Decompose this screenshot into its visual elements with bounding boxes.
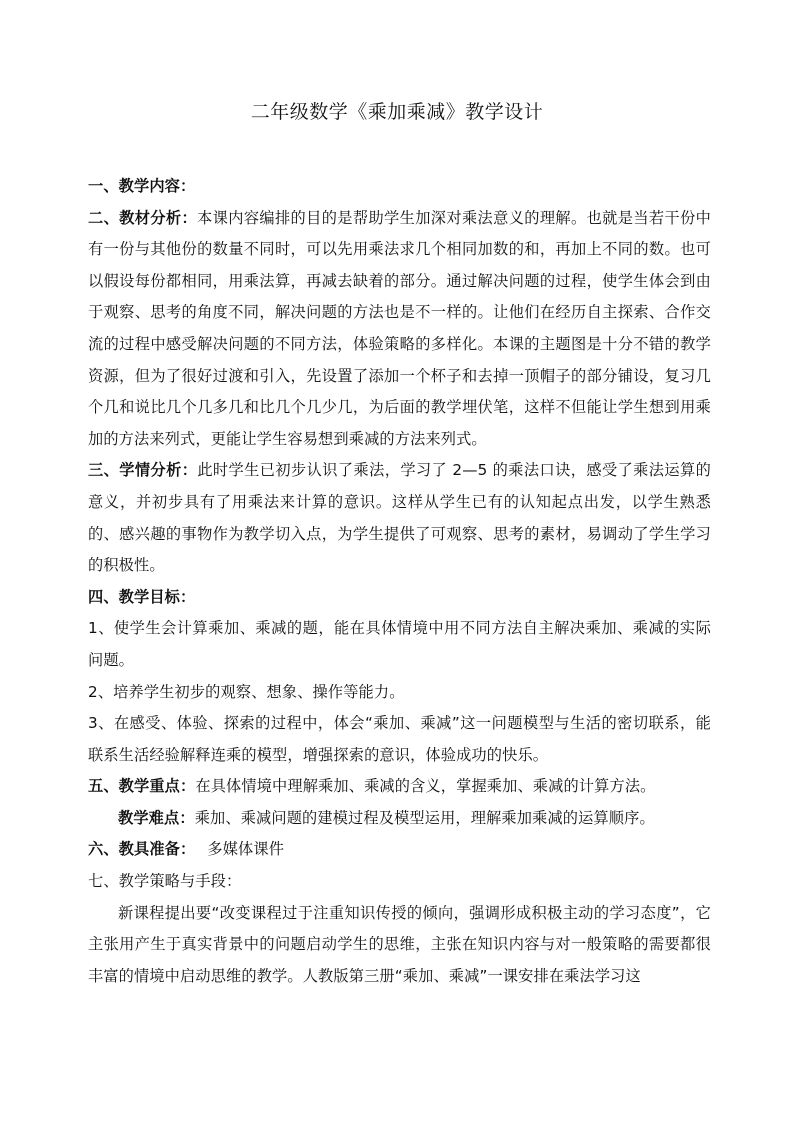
section-content	[88, 171, 711, 203]
section-goals	[88, 582, 711, 614]
section-strategy	[88, 866, 711, 898]
section-text: 在具体情境中理解乘加、乘减的含义，掌握乘加、乘减的计算方法。	[195, 777, 656, 796]
strategy-text: 新课程提出要“改变课程过于注重知识传授的倾向，强调形成积极主动的学习态度”，它主张用产生于真实背景中的问题启动学生的思维，主张在知识内容与对一般策略的需要都很丰富的情境中启动思维的教学。人教版第三册“乘加、乘减”一课安排在乘法学习这	[88, 903, 711, 985]
section-heading: 三、学情分析：	[88, 461, 198, 480]
section-tools	[88, 834, 711, 866]
section-heading: 六、教具准备：	[88, 840, 196, 859]
section-analysis	[88, 203, 711, 456]
goal-item: 1、使学生会计算乘加、乘减的题，能在具体情境中用不同方法自主解决乘加、乘减的实际问题。	[88, 619, 711, 669]
section-heading: 七、教学策略与手段：	[88, 872, 242, 891]
section-heading: 二、教材分析：	[88, 208, 198, 227]
section-difficulty	[88, 803, 711, 835]
goal-item: 2、培养学生初步的观察、想象、操作等能力。	[88, 682, 405, 701]
goal-item: 3、在感受、体验、探索的过程中，体会“乘加、乘减”这一问题模型与生活的密切联系，能联系生活经验解释连乘的模型，增强探索的意识，体验成功的快乐。	[88, 714, 711, 764]
document-body	[88, 171, 711, 992]
section-text: 本课内容编排的目的是帮助学生加深对乘法意义的理解。也就是当若干份中有一份与其他份的数量不同时，可以先用乘法求几个相同加数的和，再加上不同的数。也可以假设每份都相同，用乘法算，再减去缺着的部分。通过解决问题的过程，使学生体会到由于观察、思考的角度不同，解决问题的方法也是不一样的。让他们在经历自主探索、合作交流的过程中感受解决问题的不同方法，体验策略的多样化。本课的主题图是十分不错的教学资源，但为了很好过渡和引入，先设置了添加一个杯子和去掉一顶帽子的部分铺设，复习几个几和说比几个几多几和比几个几少几，为后面的教学埋伏笔，这样不但能让学生想到用乘加的方法来列式，更能让学生容易想到乘减的方法来列式。	[88, 208, 711, 448]
section-text: 多媒体课件	[207, 840, 285, 859]
section-text: 乘加、乘减问题的建模过程及模型运用，理解乘加乘减的运算顺序。	[194, 808, 655, 827]
page-title: 二年级数学《乘加乘减》教学设计	[250, 101, 544, 123]
section-student-analysis	[88, 455, 711, 581]
section-heading: 五、教学重点：	[88, 777, 196, 796]
section-heading: 教学难点：	[118, 808, 195, 827]
section-key-point	[88, 771, 711, 803]
section-heading: 一、教学内容：	[88, 177, 196, 195]
section-heading: 四、教学目标：	[88, 587, 196, 606]
section-text: 此时学生已初步认识了乘法，学习了 2—5 的乘法口诀，感受了乘法运算的意义，并初步具有了用乘法来计算的意识。这样从学生已有的认知起点出发，以学生熟悉的、感兴趣的事物作为教学切入点，为学生提供了可观察、思考的素材，易调动了学生学习的积极性。	[88, 461, 711, 575]
